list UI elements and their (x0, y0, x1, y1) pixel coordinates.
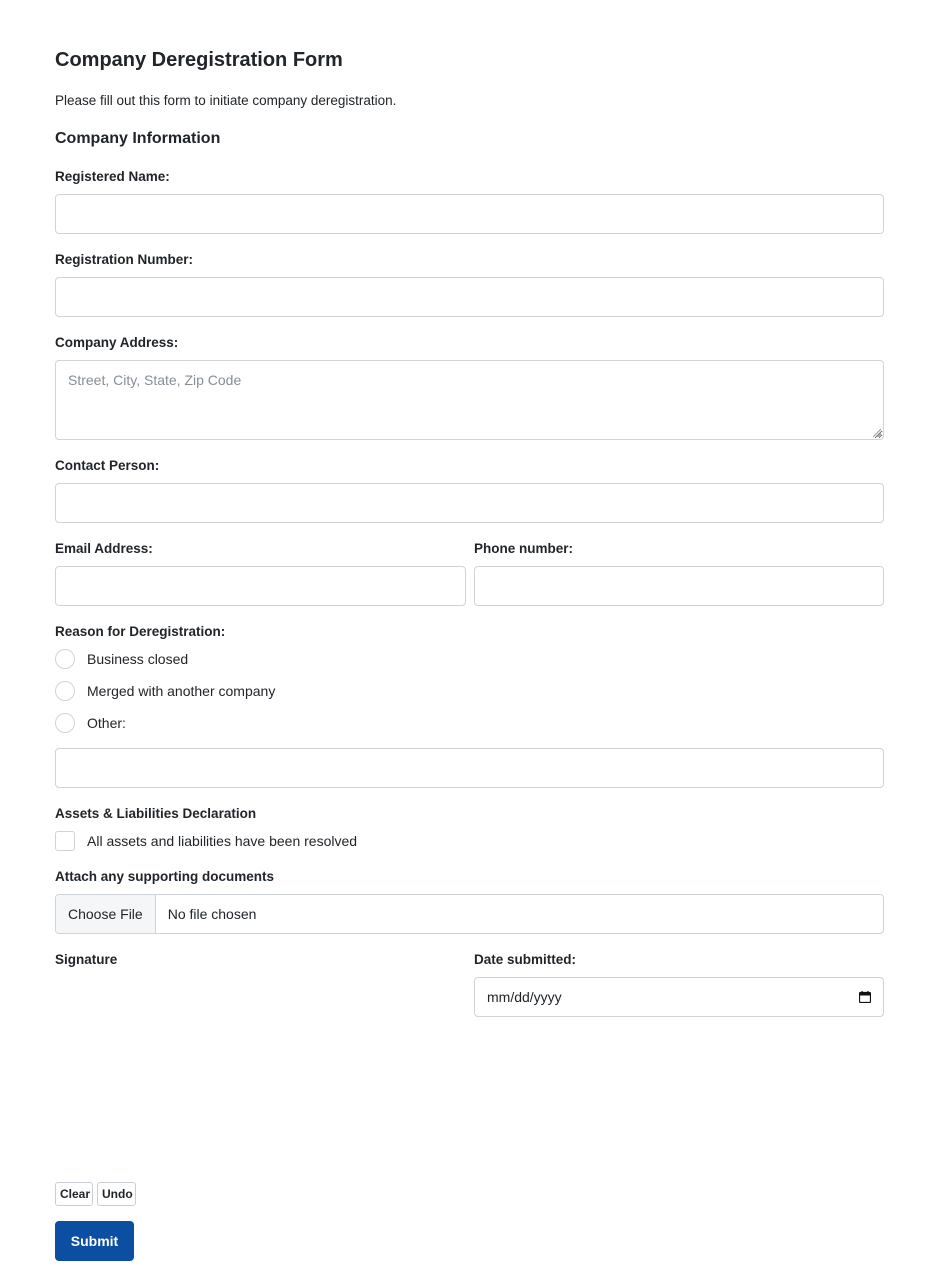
date-submitted-input[interactable] (474, 977, 884, 1017)
date-submitted-label: Date submitted: (474, 952, 577, 967)
reason-other-input[interactable] (55, 748, 884, 788)
assets-resolved-checkbox[interactable] (55, 831, 75, 851)
registered-name-input[interactable] (55, 194, 884, 234)
option-label: Merged with another company (87, 683, 276, 699)
radio-button[interactable] (55, 681, 75, 701)
form-intro: Please fill out this form to initiate company deregistration. (55, 93, 397, 108)
radio-button[interactable] (55, 713, 75, 733)
option-label: Other: (87, 715, 126, 731)
reason-label: Reason for Deregistration: (55, 624, 226, 639)
reason-option-other[interactable] (55, 712, 126, 734)
email-input[interactable] (55, 566, 466, 606)
choose-file-button[interactable]: Choose File (56, 895, 156, 933)
registered-name-label: Registered Name: (55, 169, 170, 184)
checkbox-label: All assets and liabilities have been resolved (87, 833, 358, 849)
contact-person-label: Contact Person: (55, 458, 160, 473)
reason-option-merged[interactable] (55, 680, 275, 702)
signature-pad[interactable] (55, 985, 455, 1170)
phone-input[interactable] (474, 566, 884, 606)
signature-label: Signature (55, 952, 118, 967)
page-title: Company Deregistration Form (55, 49, 343, 71)
file-status-text: No file chosen (167, 906, 257, 922)
attachments-label: Attach any supporting documents (55, 869, 275, 884)
option-label: Business closed (87, 651, 189, 667)
calendar-icon[interactable] (859, 991, 871, 1003)
company-address-wrapper (55, 360, 884, 440)
registration-number-input[interactable] (55, 277, 884, 317)
assets-label: Assets & Liabilities Declaration (55, 806, 257, 821)
section-title-company-info: Company Information (55, 130, 221, 147)
phone-label: Phone number: (474, 541, 574, 556)
submit-button[interactable]: Submit (55, 1221, 134, 1261)
resize-grip-icon[interactable] (873, 429, 881, 437)
file-upload-input[interactable] (55, 894, 884, 934)
undo-signature-button[interactable]: Undo (97, 1182, 136, 1206)
clear-signature-button[interactable]: Clear (55, 1182, 93, 1206)
company-address-label: Company Address: (55, 335, 179, 350)
date-placeholder: mm/dd/yyyy (487, 989, 562, 1005)
assets-resolved-checkbox-row[interactable] (55, 830, 357, 852)
radio-button[interactable] (55, 649, 75, 669)
contact-person-input[interactable] (55, 483, 884, 523)
registration-number-label: Registration Number: (55, 252, 194, 267)
reason-option-business-closed[interactable] (55, 648, 188, 670)
company-address-textarea[interactable] (55, 360, 884, 440)
email-label: Email Address: (55, 541, 153, 556)
